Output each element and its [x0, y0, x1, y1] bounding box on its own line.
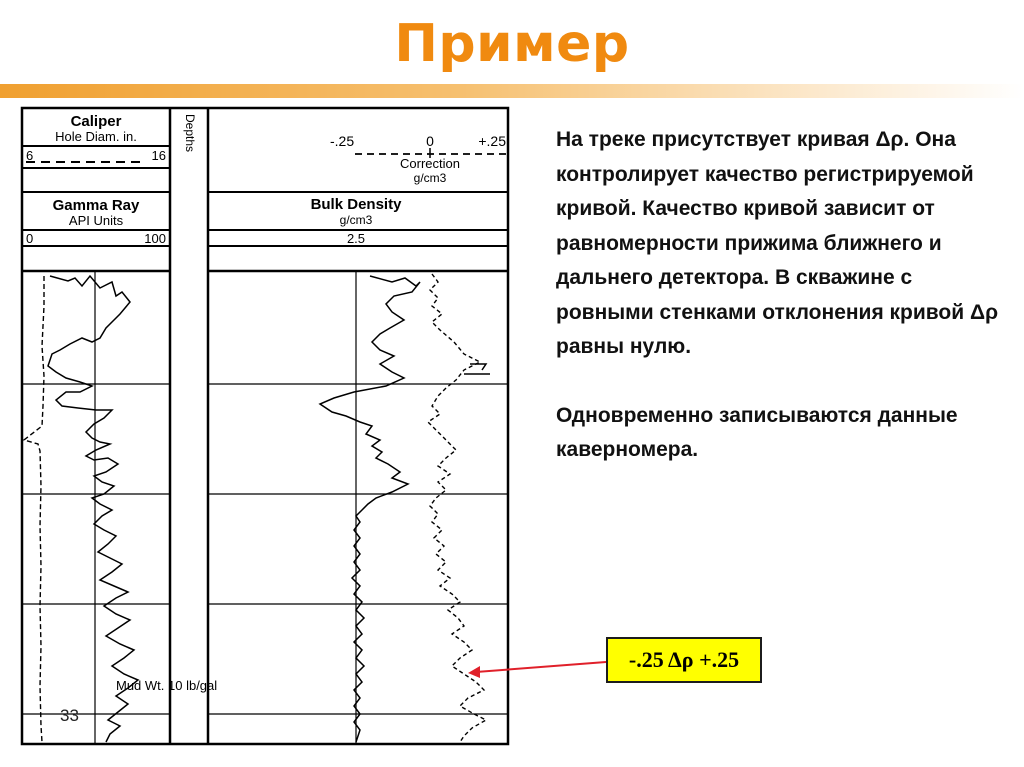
- caliper-curve: [24, 276, 44, 742]
- description-text: [556, 123, 1006, 468]
- title-accent-bar: [0, 84, 1024, 98]
- gamma-ray-curve: [48, 276, 138, 742]
- well-log-image: [20, 106, 510, 750]
- slide-title: Пример: [394, 14, 630, 74]
- density-units: g/cm3: [339, 213, 373, 227]
- mud-weight-label: Mud Wt. 10 lb/gal: [116, 678, 218, 693]
- description-paragraph-1: На треке присутствует кривая Δρ. Она контролирует качество регистрируемой кривой. Качество кривой зависит от равномерности прижима ближнего и дальнего детектора. В скважине с ровными стенками отклонения кривой Δρ равны нулю.: [556, 128, 999, 358]
- gamma-title: Gamma Ray: [52, 197, 140, 214]
- bulk-density-curve: [320, 276, 420, 742]
- density-value: 2.5: [346, 231, 366, 246]
- description-paragraph-2: Одновременно записываются данные каверномера.: [556, 403, 958, 461]
- page-number: 33: [60, 706, 79, 725]
- gamma-max: 100: [144, 231, 166, 246]
- caliper-min: 6: [26, 148, 34, 163]
- caliper-units: Hole Diam. in.: [55, 129, 137, 144]
- gamma-min: 0: [26, 231, 34, 246]
- delta-rho-callout: -.25 Δρ +.25: [606, 637, 762, 683]
- correction-mid: 0: [426, 133, 434, 149]
- density-title: Bulk Density: [310, 196, 402, 213]
- correction-min: -.25: [330, 133, 355, 149]
- gamma-units: API Units: [68, 213, 124, 228]
- caliper-max: 16: [151, 148, 166, 163]
- caliper-title: Caliper: [70, 113, 122, 130]
- correction-title: Correction: [400, 156, 460, 171]
- correction-max: +.25: [478, 133, 506, 149]
- correction-units: g/cm3: [413, 171, 447, 185]
- depths-label: Depths: [183, 114, 197, 153]
- callout-arrow: [460, 650, 610, 690]
